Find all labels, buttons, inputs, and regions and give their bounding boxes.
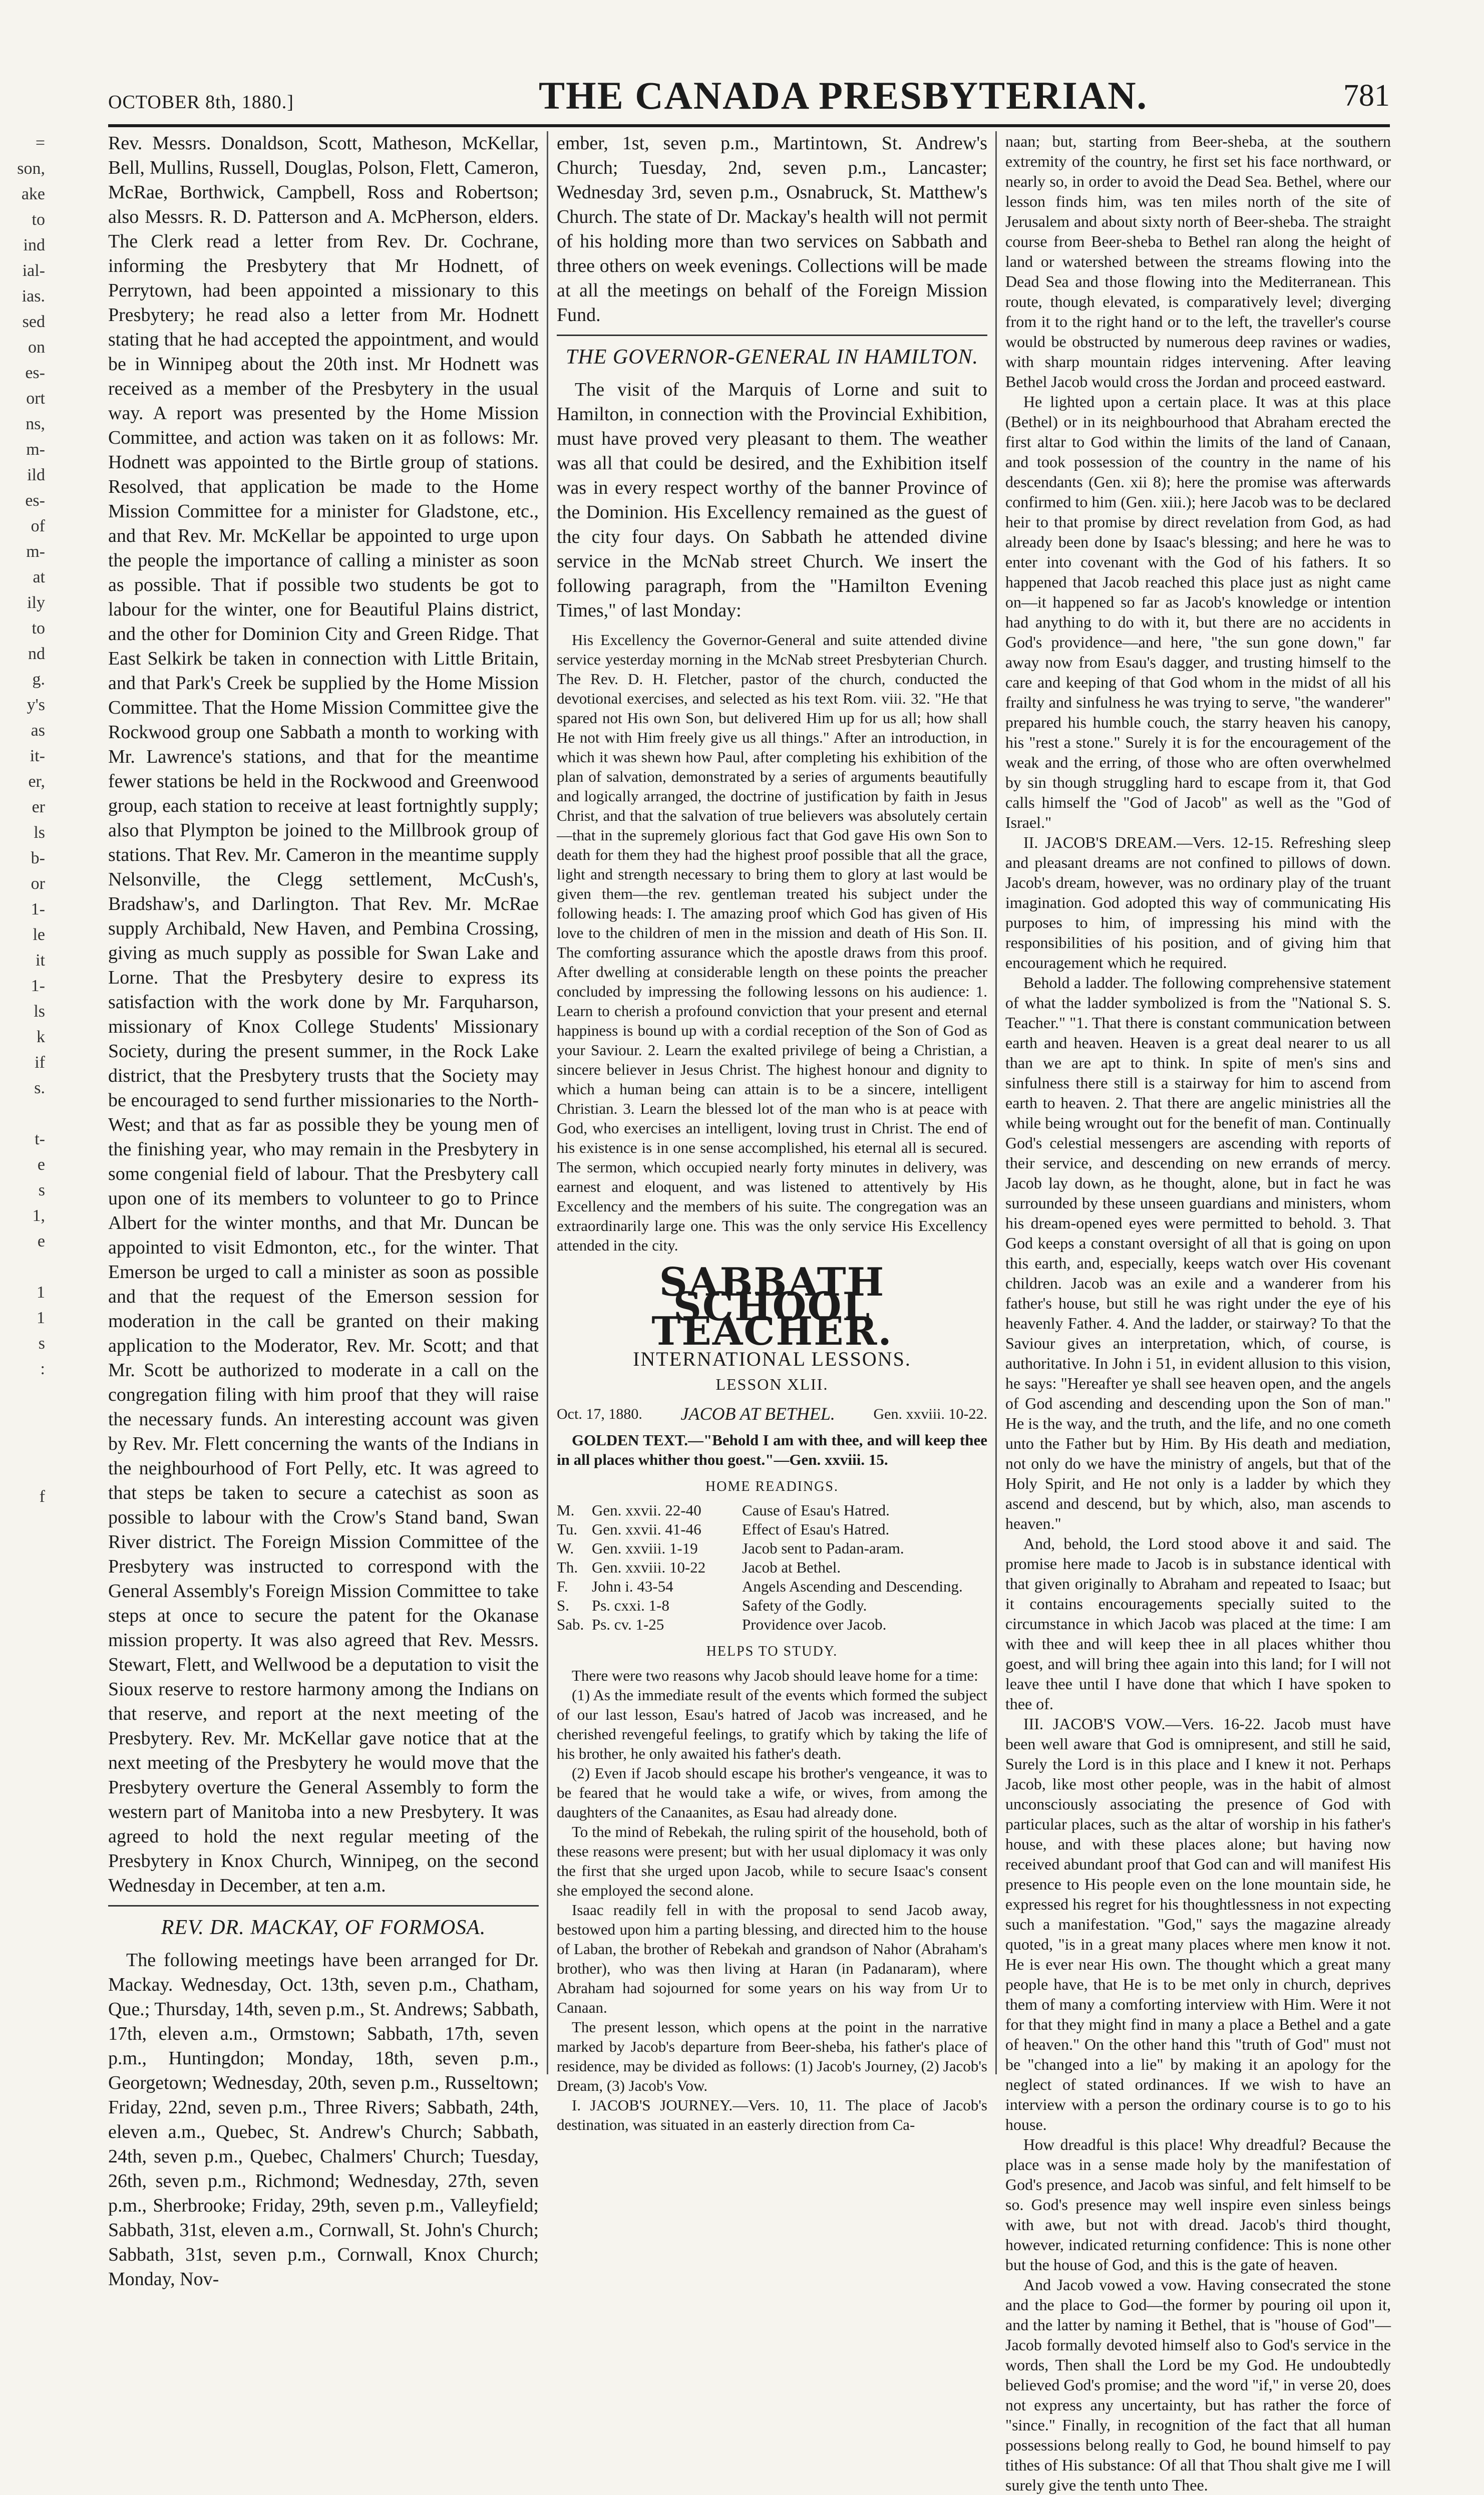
margin-fragment: g.: [32, 670, 45, 689]
margin-fragment: [0, 1407, 45, 1433]
golden-text: GOLDEN TEXT.—"Behold I am with thee, and will keep thee in all places whither thou goest."—Gen. xxviii. 15.: [557, 1431, 987, 1468]
margin-fragment: 1,: [32, 1206, 45, 1225]
margin-fragment: son,: [17, 159, 45, 178]
reading-ref: Ps. cxxi. 1-8: [592, 1597, 669, 1614]
margin-fragment: m-: [26, 542, 45, 561]
lesson-date: Oct. 17, 1880.: [557, 1406, 642, 1422]
reading-topic: Angels Ascending and Descending.: [742, 1578, 963, 1595]
margin-fragment: [0, 1382, 45, 1407]
reading-day: Sab.: [557, 1616, 584, 1633]
lesson-commentary-paragraph: And, behold, the Lord stood above it and said. The promise here made to Jacob is in substance identical with that given originally to Abraham and repeated to Isaac; but it contains encouragements specially suited to the circumstance in which Jacob was placed at the time: I am with thee and will keep thee in all places whither thou goest, and will bring thee again into this land; for I will not leave thee until I have done that which I have spoken to thee of.: [1005, 1534, 1391, 1713]
helps-heading: HELPS TO STUDY.: [706, 1644, 838, 1659]
lesson-commentary-paragraph: III. JACOB'S VOW.—Vers. 16-22. Jacob must have been well aware that God is omnipresent, and still he said, Surely the Lord is in this place and I knew it not. Perhaps Jacob, like most other people, was in the habit of almost unconsciously associating the presence of God with particular places, such as the altar of worship in his father's house, and with these places alone; but having now received abundant proof that God can and will manifest His presence to His people even on the lone mountain side, he expressed his regret for his thoughtlessness in not expecting such a manifestation. "God," says the magazine already quoted, "is in a great many places where men know it not. He is ever near His own. The thought which a great many people have, that He is to be met only in church, deprives them of many a comforting interview with Him. Were it not for that they might find in many a place a Bethel and a gate of heaven." On the other hand this "truth of God" must not be "changed into a lie" by making it an apology for the neglect of stated ordinances. If we wish to have an interview with a person the ordinary course is to go to his house.: [1005, 1715, 1391, 2133]
reading-day: Th.: [557, 1558, 578, 1576]
lesson-commentary-paragraph: naan; but, starting from Beer-sheba, at the southern extremity of the country, he first set his face northward, or nearly so, in order to avoid the Dead Sea. Bethel, where our lesson finds him, was ten miles north of the site of Jerusalem and about sixty north of Beer-sheba. The straight course from Beer-sheba to Bethel ran along the height of land or watershed between the streams flowing into the Dead Sea and those flowing into the Mediterranean. This route, though elevated, is comparatively level; diverging from it to the right hand or to the left, the traveller's course would be obstructed by numerous deep ravines or wadies, with sharp mountain ridges intervening. After leaving Bethel Jacob would cross the Jordan and proceed eastward.: [1005, 132, 1391, 391]
international-lessons-head: INTERNATIONAL LESSONS.: [633, 1348, 911, 1370]
column-2: [557, 131, 987, 2134]
helps-to-study: [557, 1666, 987, 2134]
reading-ref: Gen. xxvii. 41-46: [592, 1520, 701, 1538]
margin-fragment: f: [39, 1487, 45, 1506]
home-readings-table: [557, 1501, 987, 1634]
column-divider: [547, 131, 548, 2074]
margin-fragment: on: [28, 338, 45, 357]
lesson-title: JACOB AT BETHEL.: [680, 1404, 835, 1424]
masthead-title: THE CANADA PRESBYTERIAN.: [539, 74, 1148, 117]
margin-fragment: 1-: [31, 900, 45, 918]
margin-fragment: m-: [26, 440, 45, 459]
golden-text-block: [557, 1430, 987, 1469]
margin-fragment: le: [33, 925, 45, 944]
reading-ref: Ps. cv. 1-25: [592, 1616, 664, 1633]
governor-heading: THE GOVERNOR-GENERAL IN HAMILTON.: [566, 346, 978, 369]
helps-paragraph: Isaac readily fell in with the proposal to send Jacob away, bestowed upon him a parting blessing, and directed him to the house of Laban, the brother of Rebekah and grandson of Nahor (Abraham's brother), who was then living at Haran (in Padanaram), where Abraham had sojourned for some years on his way from Ur to Canaan.: [557, 1901, 987, 2016]
margin-fragment: es-: [25, 491, 45, 510]
margin-fragment: k: [37, 1028, 45, 1046]
reading-ref: Gen. xxviii. 10-22: [592, 1558, 706, 1576]
mackay-text: The following meetings have been arranged for Dr. Mackay. Wednesday, Oct. 13th, seven p.m., Chatham, Que.; Thursday, 14th, seven p.m., St. Andrews; Sabbath, 17th, eleven a.m., Ormstown; Sabbath, 17th, seven p.m., Huntingdon; Monday, 18th, seven p.m., Georgetown; Wednesday, 20th, seven p.m., Russeltown; Friday, 22nd, seven p.m., Three Rivers; Sabbath, 24th, eleven a.m., Quebec, St. Andrew's Church; Sabbath, 24th, seven p.m., Quebec, Chalmers' Church; Tuesday, 26th, seven p.m., Richmond; Wednesday, 27th, seven p.m., Sherbrooke; Friday, 29th, seven p.m., Valleyfield; Sabbath, 31st, eleven a.m., Cornwall, St. John's Church; Sabbath, 31st, seven p.m., Cornwall, Knox Church; Monday, Nov-: [108, 1950, 539, 2290]
reading-row: [557, 1501, 987, 1520]
margin-fragment: ind: [23, 236, 45, 254]
margin-fragment: er: [32, 798, 45, 816]
reading-topic: Providence over Jacob.: [742, 1616, 887, 1633]
reading-ref: John i. 43-54: [592, 1578, 673, 1595]
column-1: [108, 131, 539, 2292]
reading-row: [557, 1577, 987, 1596]
lesson-reference: Gen. xxviii. 10-22.: [873, 1406, 987, 1422]
governor-intro: The visit of the Marquis of Lorne and suit to Hamilton, in connection with the Provincial Exhibition, must have proved very pleasant to them. The weather was all that could be desired, and the Exhibition itself was in every respect worthy of the banner Province of the Dominion. His Excellency remained as the guest of the city four days. On Sabbath he attended divine service in the McNab street Church. We insert the following paragraph, from the "Hamilton Evening Times," of last Monday:: [557, 379, 987, 621]
reading-row: [557, 1520, 987, 1539]
margin-fragment: t-: [35, 1130, 45, 1148]
presbytery-report: Rev. Messrs. Donaldson, Scott, Matheson, McKellar, Bell, Mullins, Russell, Douglas, Polson, Flett, Cameron, McRae, Borthwick, Campbell, Ross and Robertson; also Messrs. R. D. Patterson and A. McPherson, elders. The Clerk read a letter from Rev. Dr. Cochrane, informing the Presbytery that Mr Hodnett, of Perrytown, had been appointed a missionary to this Presbytery; he read also a letter from Mr. Hodnett stating that he had accepted the appointment, and would be in Winnipeg about the 20th inst. Mr Hodnett was received as a member of the Presbytery in the usual way. A report was presented by the Home Mission Committee, and action was taken on it as follows: Mr. Hodnett was appointed to the Birtle group of stations. Resolved, that application be made to the Home Mission Committee for a minister for Gladstone, etc., and that Rev. Mr. McKellar be appointed to urge upon the people the importance of calling a minister as soon as possible. That if possible two students be got to labour for the winter, one for Beautiful Plains district, and the other for Dominion City and Green Ridge. That East Selkirk be taken in connection with Little Britain, and that Park's Creek be supplied by the Home Mission Committee. That the Home Mission Committee give the Rockwood group one Sabbath a month to working with Mr. Lawrence's stations, and that for the meantime fewer stations be held in the Rockwood and Greenwood group, each station to receive at least fortnightly supply; also that Plympton be joined to the Millbrook group of stations. That Rev. Mr. Cameron in the meantime supply Nelsonville, the Clegg settlement, McCush's, Bradshaw's, and Darlington. That Rev. Mr. McRae supply Archibald, New Haven, and Pembina Crossing, giving as much supply as possible for Swan Lake and Lorne. That the Presbytery desire to express its satisfaction with the work done by Mr. Farquharson, missionary of Knox College Students' Missionary Society, during the present summer, in the Rock Lake district, that the Presbytery trusts that the Society may be encouraged to send further missionaries to the North-West; and that as far as possible they be young men of the finishing year, who may remain in the Presbytery in some congenial field of labour. That the Presbytery call upon one of its members to volunteer to go to Prince Albert for the winter months, and that Mr. Duncan be appointed to visit Edmonton, etc., for the winter. That Emerson be urged to call a minister as soon as possible and that the request of the Emerson session for moderation in the call be granted on their making application to the Moderator, Rev. Mr. Scott; and that Mr. Scott be authorized to moderate in a call on the congregation filing with him proof that they will raise the necessary funds. An interesting account was given by Rev. Mr. Flett concerning the wants of the Indians in the neighbourhood of Fort Pelly, etc. It was agreed to that steps be taken to secure a catechist as soon as possible to labour with the Crow's Stand band, Swan River district. The Foreign Mission Committee of the Presbytery was instructed to correspond with the General Assembly's Foreign Mission Committee to take steps at once to secure the patent for the Okanase mission property. It was also agreed that Rev. Messrs. Stewart, Flett, and Wellwood be a deputation to visit the Sioux reserve to restore harmony among the Indians on that reserve, and report at the next meeting of the Presbytery. Rev. Mr. McKellar gave notice that at the next meeting of the Presbytery he would move that the Presbytery overture the General Assembly to form the western part of Manitoba into a new Presbytery. It was agreed to hold the next regular meeting of the Presbytery in Knox Church, Winnipeg, on the second Wednesday in December, at ten a.m.: [108, 133, 539, 1896]
margin-fragment: it: [36, 951, 45, 970]
helps-paragraph: There were two reasons why Jacob should leave home for a time:: [572, 1667, 978, 1684]
margin-fragment: e: [37, 1232, 45, 1251]
margin-fragment: ls: [34, 1002, 45, 1021]
reading-day: F.: [557, 1578, 568, 1595]
reading-row: [557, 1539, 987, 1558]
margin-fragment: ily: [27, 593, 45, 612]
left-margin-fragments: [0, 130, 45, 1509]
page-header: [108, 73, 1390, 128]
margin-fragment: s: [38, 1334, 45, 1353]
margin-fragment: as: [31, 721, 45, 740]
reading-day: W.: [557, 1539, 574, 1557]
margin-fragment: y's: [27, 696, 45, 714]
margin-fragment: if: [35, 1053, 45, 1072]
margin-fragment: 1: [37, 1283, 45, 1302]
lesson-commentary-paragraph: Behold a ladder. The following comprehensive statement of what the ladder symbolized is from the "National S. S. Teacher." "1. That there is constant communication between earth and heaven. Heaven is a great deal nearer to us all than we are apt to think. In spite of men's sins and sinfulness there still is a stairway for him to ascend from earth to heaven. 2. That there are angelic ministries all the while being wrought out for the benefit of man. Continually God's celestial messengers are ascending with reports of their service, and descending on new errands of mercy. Jacob lay down, as he thought, alone, but in fact he was surrounded by these unseen guardians and ministers, whom his dream-opened eyes were permitted to behold. 3. That God keeps a constant oversight of all that is going on upon this earth, and, especially, keeps watch over His covenant children. Jacob was an exile and a wanderer from his father's house, but still he was right under the eye of his heavenly Father. 4. And the ladder, or stairway? To that the Saviour gives an interpretation, which, of course, is authoritative. In John i 51, in evident allusion to this vision, he says: "Hereafter ye shall see heaven open, and the angels of God ascending and descending upon the Son of man." He is the way, and the truth, and the life, and no one cometh unto the Father but by Him. By His death and mediation, not only do we have the ministry of angels, but that of the Holy Spirit, and He not only is a ladder by which they ascend and descend, but by which, also, man ascends to heaven.": [1005, 974, 1391, 1532]
margin-fragment: [0, 1254, 45, 1280]
margin-fragment: nd: [28, 645, 45, 663]
reading-row: [557, 1558, 987, 1577]
margin-fragment: ias.: [22, 287, 45, 305]
margin-fragment: er,: [28, 772, 45, 791]
margin-fragment: or: [31, 874, 45, 893]
reading-ref: Gen. xxviii. 1-19: [592, 1539, 698, 1557]
reading-topic: Safety of the Godly.: [742, 1597, 867, 1614]
margin-fragment: sed: [22, 313, 45, 331]
header-rule: [108, 124, 1390, 127]
margin-fragment: ns,: [26, 415, 45, 433]
lesson-commentary-paragraph: And Jacob vowed a vow. Having consecrated the stone and the place to God—the former by pouring oil upon it, and the latter by naming it Bethel, that is "house of God"—Jacob formally devoted himself also to God's service in the words, Then shall the Lord be my God. He undoubtedly believed God's promise; and the word "if," in verse 20, does not express any uncertainty, but has rather the force of "since." Finally, in recognition of the fact that all human possessions belong really to God, he bound himself to pay tithes of His substance: Of all that Thou shalt give me I will surely give the tenth unto Thee.: [1005, 2276, 1391, 2494]
helps-paragraph: I. JACOB'S JOURNEY.—Vers. 10, 11. The place of Jacob's destination, was situated in an easterly direction from Ca-: [557, 2096, 987, 2133]
lesson-commentary-paragraph: How dreadful is this place! Why dreadful? Because the place was in a sense made holy by the manifestation of God's presence, and Jacob was sinful, and felt himself to be so. God's presence may well inspire even sinless beings with awe, but not with dread. Jacob's third thought, however, indicated returning confidence: This is none other but the house of God, and this is the gate of heaven.: [1005, 2135, 1391, 2274]
margin-fragment: e: [37, 1155, 45, 1174]
margin-fragment: =: [35, 134, 45, 152]
margin-fragment: [0, 1458, 45, 1484]
margin-fragment: of: [31, 517, 45, 535]
helps-paragraph: (1) As the immediate result of the events which formed the subject of our last lesson, Esau's hatred of Jacob was increased, and he cherished revengeful feelings, to gratify which by taking the life of his brother, he only awaited his father's death.: [557, 1686, 987, 1762]
reading-day: Tu.: [557, 1520, 578, 1538]
mackay-continued: ember, 1st, seven p.m., Martintown, St. Andrew's Church; Tuesday, 2nd, seven p.m., Lancaster; Wednesday 3rd, seven p.m., Osnabruck, St. Matthew's Church. The state of Dr. Mackay's health will not permit of his holding more than two services on Sabbath and three others on week evenings. Collections will be made at all the meetings on behalf of the Foreign Mission Fund.: [557, 133, 987, 326]
issue-date: OCTOBER 8th, 1880.]: [108, 92, 294, 113]
margin-fragment: es-: [25, 364, 45, 382]
reading-row: [557, 1596, 987, 1615]
margin-fragment: b-: [31, 849, 45, 867]
margin-fragment: ort: [26, 389, 45, 408]
margin-fragment: at: [33, 568, 45, 586]
helps-paragraph: To the mind of Rebekah, the ruling spirit of the household, both of these reasons were present; but with her usual diplomacy it was only the first that she urged upon Jacob, while to secure Isaac's consent she employed the second alone.: [557, 1823, 987, 1899]
reading-topic: Jacob sent to Padan-aram.: [742, 1539, 904, 1557]
mackay-heading: REV. DR. MACKAY, OF FORMOSA.: [161, 1916, 486, 1939]
page-number: 781: [1343, 79, 1390, 113]
margin-fragment: [0, 1101, 45, 1126]
lesson-number: LESSON XLII.: [715, 1375, 829, 1393]
reading-day: S.: [557, 1597, 569, 1614]
lesson-commentary-paragraph: He lighted upon a certain place. It was at this place (Bethel) or in its neighbourhood that Abraham erected the first altar to God within the limits of the land of Canaan, and took possession of the country in the name of his descendants (Gen. xii 8); here the promise was afterwards confirmed to him (Gen. xiii.); here Jacob was to be declared heir to that promise by direct revelation from God, as had already been done by Isaac's blessing; and here he was to enter into covenant with the God of his fathers. It so happened that Jacob reached this place just as night came on—it happened so far as Jacob's knowledge or intention had anything to do with it, but there are no accidents in God's providence—and here, "the sun gone down," far away now from Esau's dagger, and trusting himself to the care and keeping of that God whom in the midst of all his frailty and sinfulness he was trying to serve, "the wanderer" prepared his humble couch, the starry heaven his canopy, his "rest a stone." Surely it is for the encouragement of the weak and the erring, of those who are often overwhelmed by sin though struggling hard to escape from it, that God calls himself the "God of Jacob" as well as the "God of Israel.": [1005, 393, 1391, 831]
section-rule: [108, 1905, 539, 1907]
margin-fragment: s: [38, 1181, 45, 1199]
margin-fragment: 1: [37, 1309, 45, 1327]
reading-row: [557, 1615, 987, 1634]
margin-fragment: ild: [27, 466, 45, 484]
margin-fragment: ls: [34, 823, 45, 842]
margin-fragment: 1-: [31, 977, 45, 995]
reading-topic: Cause of Esau's Hatred.: [742, 1501, 890, 1519]
margin-fragment: to: [32, 210, 45, 229]
margin-fragment: ial-: [22, 261, 45, 280]
margin-fragment: s.: [34, 1079, 45, 1097]
helps-paragraph: The present lesson, which opens at the point in the narrative marked by Jacob's departure from Beer-sheba, his father's place of residence, may be divided as follows: (1) Jacob's Journey, (2) Jacob's Dream, (3) Jacob's Vow.: [557, 2018, 987, 2094]
reading-day: M.: [557, 1501, 575, 1519]
reading-topic: Effect of Esau's Hatred.: [742, 1520, 890, 1538]
margin-fragment: it-: [30, 747, 45, 765]
lesson-title-row: [557, 1402, 987, 1426]
margin-fragment: :: [40, 1360, 45, 1378]
margin-fragment: [0, 1433, 45, 1458]
lesson-commentary-paragraph: II. JACOB'S DREAM.—Vers. 12-15. Refreshing sleep and pleasant dreams are not confined to pillows of down. Jacob's dream, however, was no ordinary play of the truant imagination. God adopted this way of communicating His purposes to him, of impressing his mind with the responsibilities of his position, and of giving him that encouragement which he required.: [1005, 833, 1391, 972]
helps-paragraph: (2) Even if Jacob should escape his brother's vengeance, it was to be feared that he would take a wife, or wives, from among the daughters of the Canaanites, as Esau had already done.: [557, 1764, 987, 1821]
home-readings-heading: HOME READINGS.: [705, 1479, 839, 1494]
reading-ref: Gen. xxvii. 22-40: [592, 1501, 701, 1519]
governor-quote: His Excellency the Governor-General and suite attended divine service yesterday morning in the McNab street Presbyterian Church. The Rev. D. H. Fletcher, pastor of the church, conducted the devotional exercises, and selected as his text Rom. viii. 32. "He that spared not His own Son, but delivered Him up for us all; how shall He not with Him freely give us all things." After an introduction, in which it was shewn how Paul, after completing his exhibition of the plan of salvation, demonstrated by a series of arguments beautifully and logically arranged, the doctrine of justification by faith in Jesus Christ, and that the salvation of true believers was absolutely certain—that in the supremely glorious fact that God gave His own Son to death for them they had the highest proof possible that all the grace, light and strength necessary to bring them to glory at last would be given them—the rev. gentleman treated his subject under the following heads: I. The amazing proof which God has given of His love to the children of men in the mission and death of His Son. II. The comforting assurance which the apostle draws from this proof. After dwelling at considerable length on these points the preacher concluded by impressing the following lessons on his audience: 1. Learn to cherish a profound conviction that your present and eternal happiness is bound up with a cordial reception of the Son of God as your Saviour. 2. Learn the exalted privilege of being a Christian, a sincere believer in Jesus Christ. The highest honour and dignity to which a human being can attain is to be a sincere, intelligent Christian. 3. Learn the blessed lot of the man who is at peace with God, who exercises an intelligent, loving trust in Christ. The end of his existence is in one sense accomplished, his eternal all is secured. The sermon, which occupied nearly forty minutes in delivery, was earnest and eloquent, and was listened to attentively by His Excellency and the members of his suite. The congregation was an extraordinarily large one. This was the only service His Excellency attended in the city.: [557, 631, 987, 1254]
column-divider: [995, 131, 997, 2074]
margin-fragment: to: [32, 619, 45, 638]
sabbath-school-banner: SABBATH SCHOOL TEACHER.: [651, 1260, 893, 1354]
section-rule: [557, 335, 987, 336]
reading-topic: Jacob at Bethel.: [742, 1558, 841, 1576]
margin-fragment: ake: [21, 185, 45, 203]
governor-quote-block: [557, 630, 987, 1255]
column-3: [1005, 131, 1391, 2495]
